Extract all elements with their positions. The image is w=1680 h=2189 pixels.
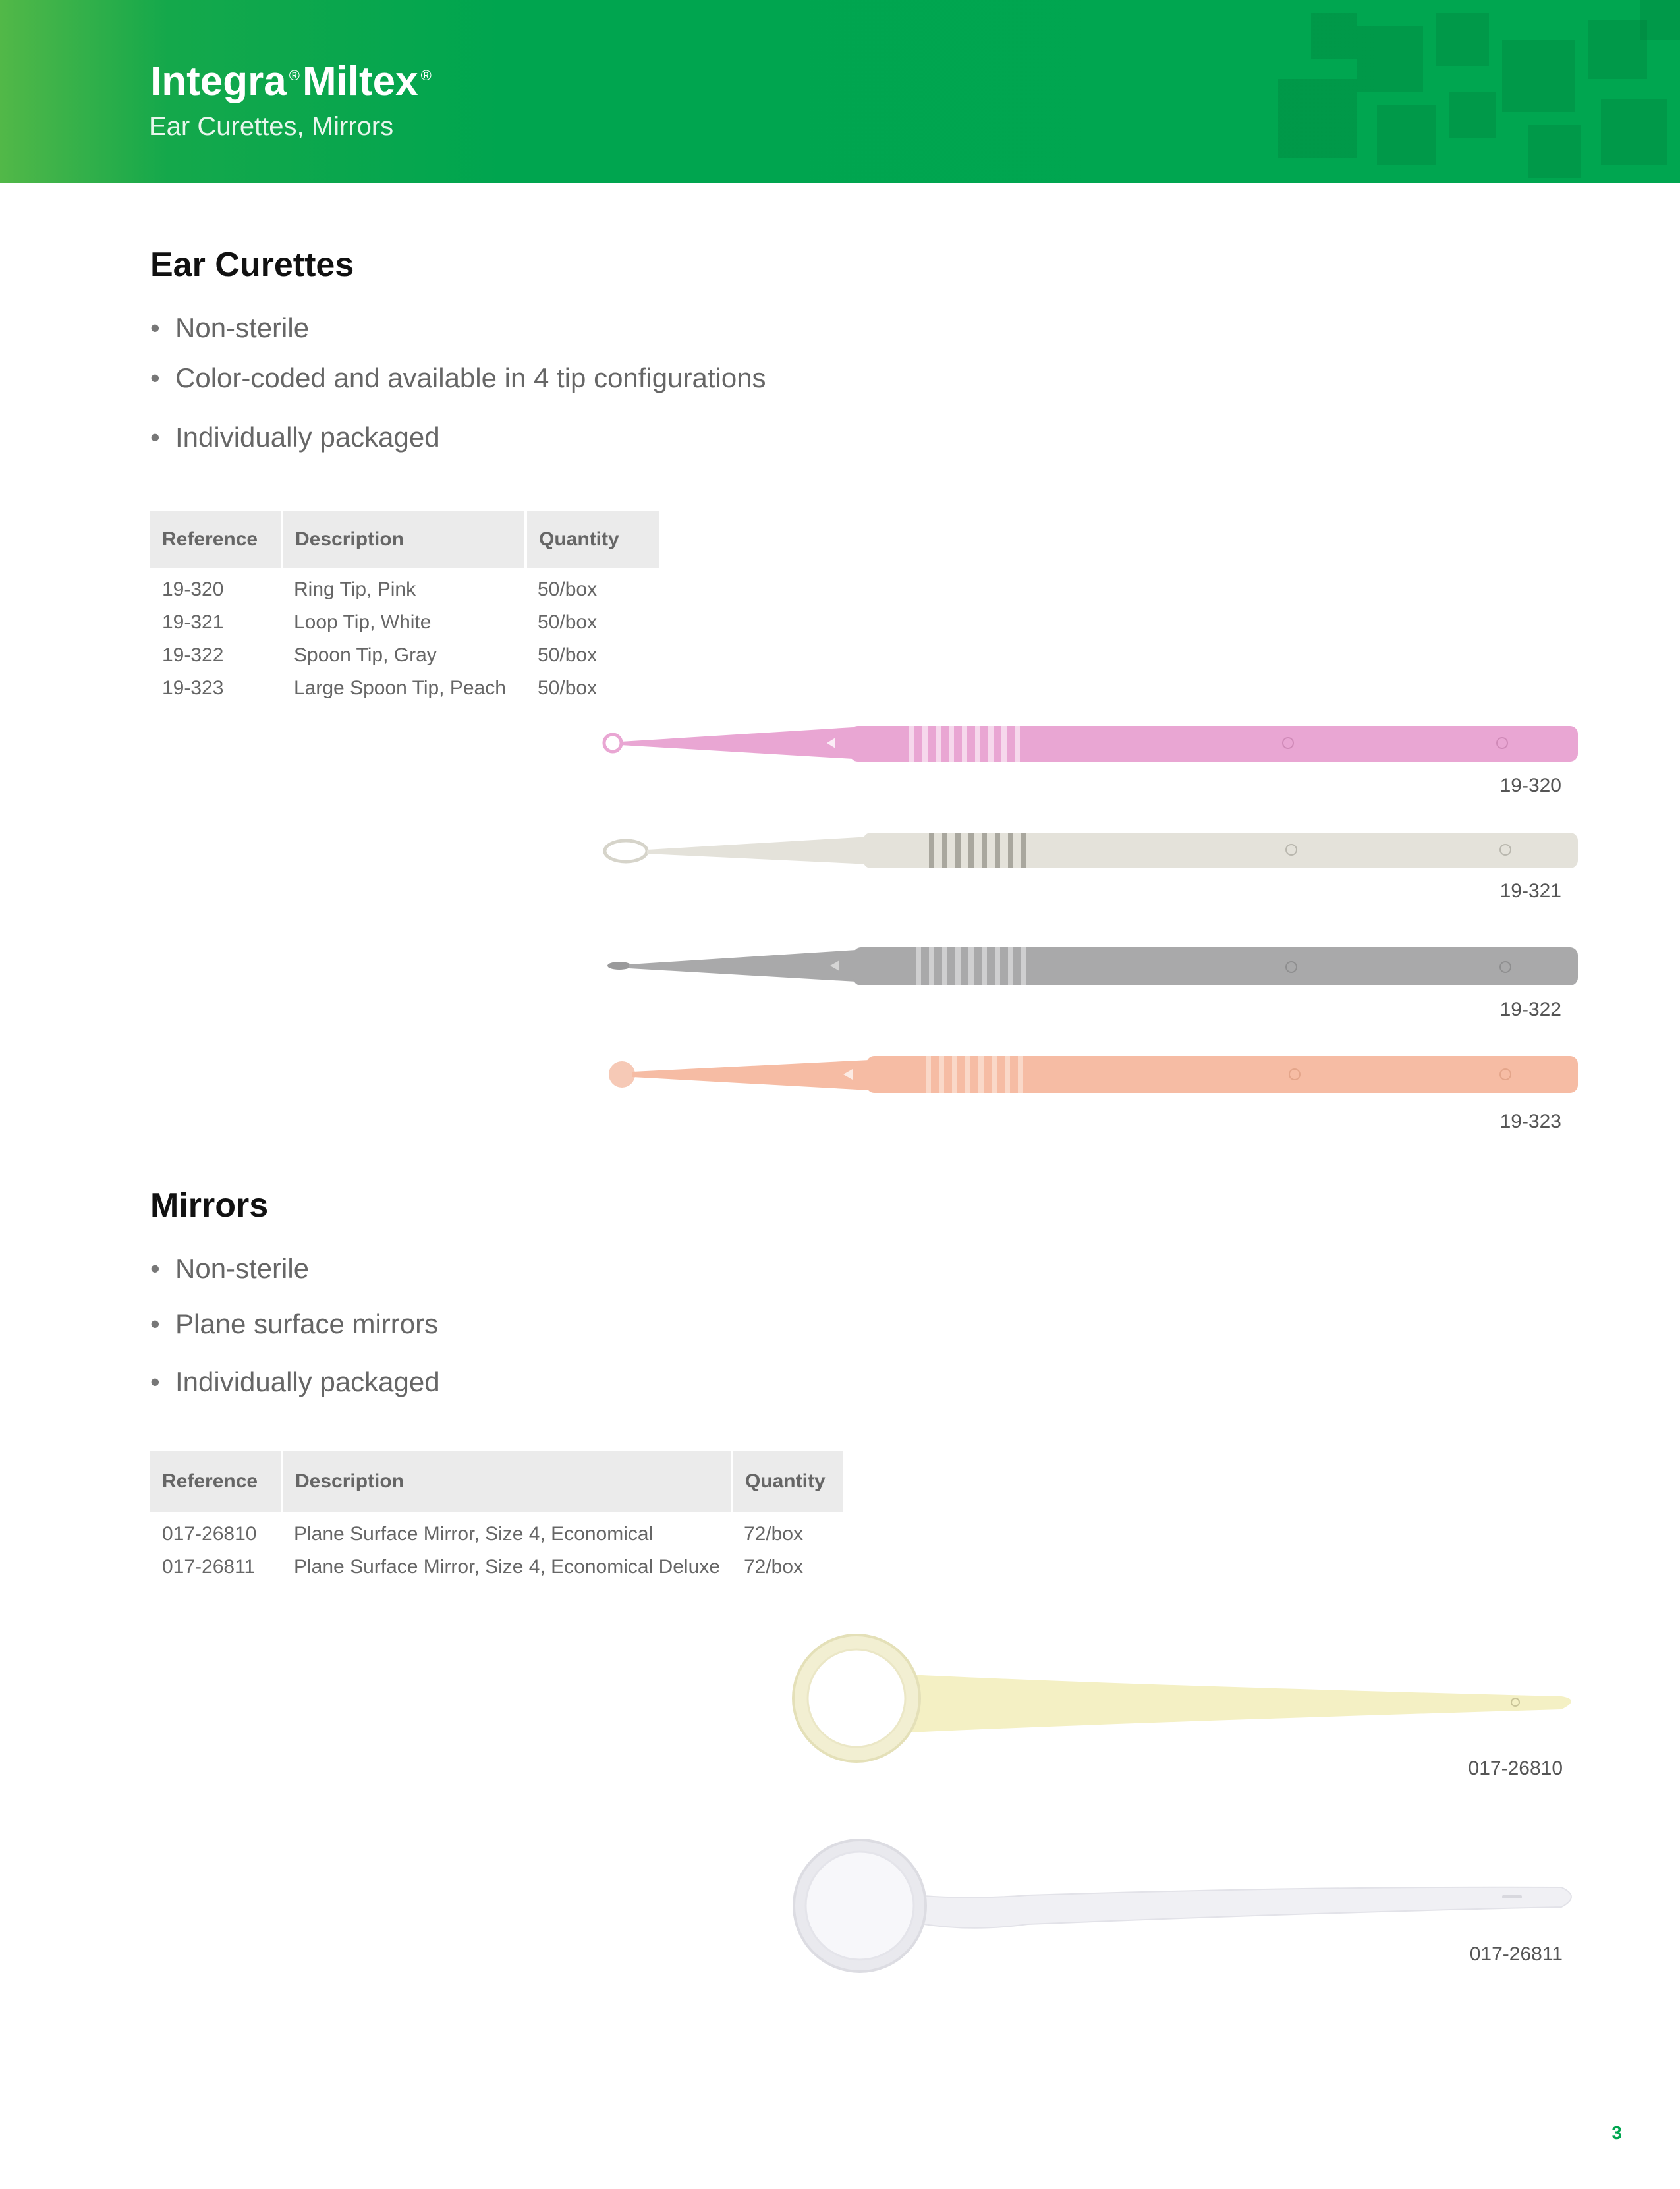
cell-description: Plane Surface Mirror, Size 4, Economical Deluxe	[294, 1556, 720, 1578]
cell-description: Ring Tip, Pink	[294, 578, 416, 600]
product-label: 017-26811	[1469, 1943, 1563, 1965]
page-number: 3	[1611, 2122, 1622, 2143]
table-header-row	[150, 511, 659, 568]
ear-curettes-bullet: • Individually packaged	[150, 422, 440, 453]
ear-curettes-bullet: • Non-sterile	[150, 312, 310, 343]
cell-description: Large Spoon Tip, Peach	[294, 677, 506, 699]
mirror-economical-image	[791, 1634, 1581, 1752]
mirrors-title: Mirrors	[150, 1186, 269, 1225]
curette-spoon-tip-image	[593, 941, 1588, 993]
product-label: 19-321	[1499, 880, 1561, 902]
ear-curettes-bullet: • Color-coded and available in 4 tip configurations	[150, 362, 766, 393]
table-row	[150, 672, 659, 705]
table-row	[150, 606, 659, 639]
cell-quantity: 72/box	[743, 1523, 804, 1545]
product-label: 19-322	[1499, 999, 1561, 1020]
cell-reference: 19-321	[162, 611, 224, 633]
cell-quantity: 50/box	[538, 644, 598, 666]
ear-curettes-title: Ear Curettes	[150, 246, 354, 284]
column-header-quantity: Quantity	[732, 1451, 843, 1512]
column-header-reference: Reference	[150, 1451, 282, 1512]
header-banner	[0, 0, 1680, 183]
mirrors-table	[150, 1451, 843, 1584]
cell-reference: 19-322	[162, 644, 224, 666]
curette-large-spoon-tip-image	[593, 1051, 1588, 1103]
column-header-description: Description	[282, 1451, 732, 1512]
curette-loop-tip-image	[593, 823, 1588, 876]
column-header-reference: Reference	[150, 511, 282, 568]
table-row	[150, 639, 659, 672]
cell-quantity: 72/box	[743, 1556, 804, 1578]
table-header-row	[150, 1451, 843, 1512]
table-row	[150, 1512, 843, 1551]
curette-ring-tip-image	[593, 718, 1588, 771]
cell-description: Spoon Tip, Gray	[294, 644, 437, 666]
product-label: 017-26810	[1468, 1758, 1563, 1779]
product-label: 19-320	[1499, 775, 1561, 796]
cell-reference: 017-26810	[162, 1523, 257, 1545]
mirrors-bullet: • Non-sterile	[150, 1253, 310, 1284]
cell-reference: 017-26811	[162, 1556, 256, 1578]
table-row	[150, 568, 659, 606]
cell-quantity: 50/box	[538, 677, 598, 699]
column-header-description: Description	[282, 511, 526, 568]
cell-description: Plane Surface Mirror, Size 4, Economical	[294, 1523, 654, 1545]
cell-reference: 19-323	[162, 677, 224, 699]
product-label: 19-323	[1499, 1111, 1561, 1132]
mirrors-bullet: • Plane surface mirrors	[150, 1308, 439, 1339]
cell-description: Loop Tip, White	[294, 611, 432, 633]
cell-reference: 19-320	[162, 578, 224, 600]
mirrors-bullet: • Individually packaged	[150, 1366, 440, 1397]
column-header-quantity: Quantity	[526, 511, 659, 568]
cell-quantity: 50/box	[538, 611, 598, 633]
ear-curettes-table	[150, 511, 659, 705]
cell-quantity: 50/box	[538, 578, 598, 600]
table-row	[150, 1551, 843, 1584]
header-subtitle: Ear Curettes, Mirrors	[149, 112, 394, 141]
brand-logo: Integra ®Miltex ®	[150, 59, 432, 104]
